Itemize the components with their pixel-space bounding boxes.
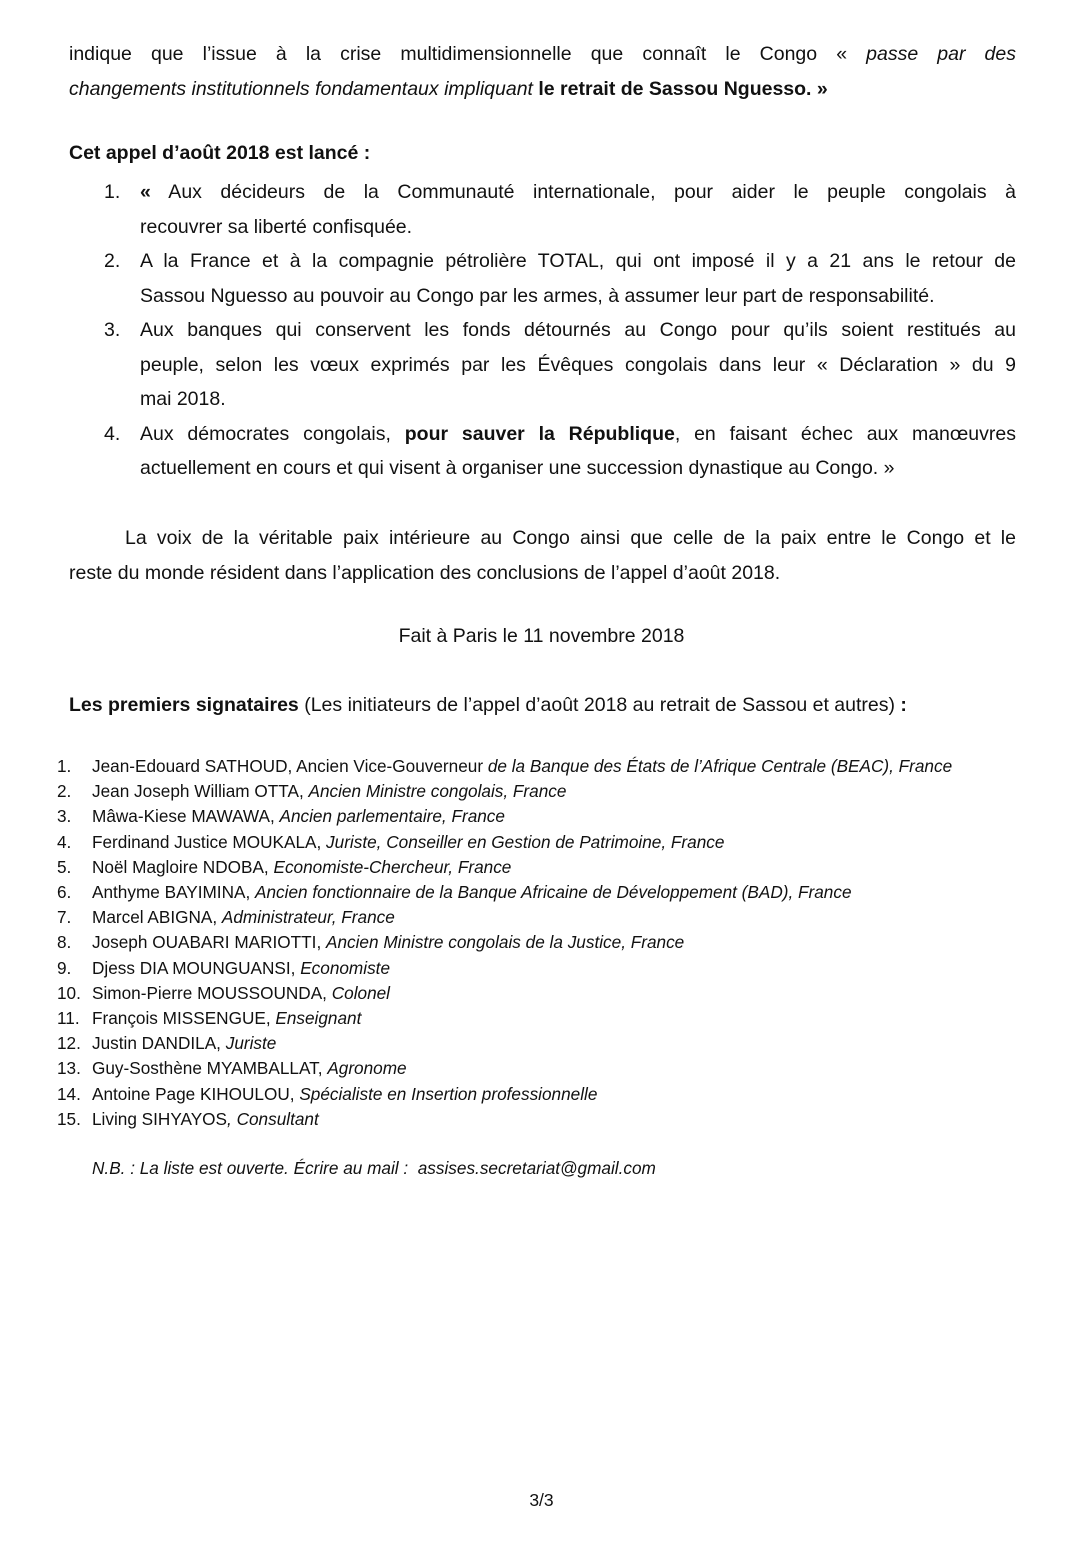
appeal-item-line: Sassou Nguesso au pouvoir au Congo par les armes, à assumer leur part de responsabilité. [140, 284, 935, 307]
intro-line-2 [69, 72, 1016, 107]
appeal-item-text: Aux décideurs de la Communauté internationale, pour aider le peuple congolais à [150, 181, 1016, 203]
intro-line-1 [69, 37, 1016, 72]
signatory-item [57, 905, 952, 930]
appeal-item-line [140, 175, 1016, 210]
signatory-title: Enseignant [275, 1008, 362, 1029]
list-number: 1. [57, 756, 72, 776]
intro-paragraph [69, 37, 1016, 107]
list-number: 15. [57, 1108, 81, 1129]
closing-line-2: reste du monde résident dans l’application des conclusions de l’appel d’août 2018. [69, 562, 781, 584]
list-number: 4. [57, 831, 72, 852]
signatory-title: Administrateur, France [221, 907, 395, 928]
signatory-title: Juriste, Conseiller en Gestion de Patrimoine, France [326, 831, 725, 852]
signatory-title: Spécialiste en Insertion professionnelle [299, 1083, 598, 1104]
signatory-name: Jean Joseph William OTTA, [92, 781, 309, 802]
signatories-heading-bold: Les premiers signataires [69, 694, 299, 716]
list-number: 5. [57, 856, 72, 877]
signatory-name: Mâwa-Kiese MAWAWA, [92, 806, 280, 827]
signatories-heading [69, 694, 907, 717]
intro-text: indique que l’issue à la crise multidimensionnelle que connaît le Congo « [69, 43, 867, 65]
list-number: 9. [57, 957, 72, 978]
signatory-name: Joseph OUABARI MARIOTTI, [92, 932, 326, 953]
signatory-name: Ferdinand Justice MOUKALA, [92, 831, 327, 852]
signatory-name: Anthyme BAYIMINA, [92, 882, 256, 903]
appeal-item-text: Aux démocrates congolais, [140, 422, 405, 445]
appeal-item-4 [104, 417, 1016, 486]
signatory-item [57, 830, 952, 855]
signatory-name: François MISSENGUE, [92, 1008, 276, 1029]
list-number: 10. [57, 982, 81, 1003]
signatory-item [57, 804, 952, 829]
signatory-item [57, 981, 952, 1006]
signatory-title: Agronome [327, 1058, 407, 1079]
signatory-item [57, 1107, 952, 1132]
signatory-item [57, 779, 952, 804]
signatory-title: de la Banque des États de l’Afrique Centrale (BEAC), France [487, 756, 953, 776]
list-number: 6. [57, 882, 72, 903]
appeal-item-text: , en faisant échec aux manœuvres [674, 422, 1016, 445]
appeal-item-line: peuple, selon les vœux exprimés par les Évêques congolais dans leur « Déclaration » du 9 [140, 353, 1016, 376]
signatory-item [57, 855, 952, 880]
signatory-title: Ancien Ministre congolais, France [308, 781, 567, 802]
appeal-item-line: A la France et à la compagnie pétrolière TOTAL, qui ont imposé il y a 21 ans le retour de [140, 250, 1016, 272]
intro-quote-bold: le retrait de Sassou Nguesso. » [538, 78, 828, 100]
signatory-name: Simon-Pierre MOUSSOUNDA, [92, 982, 332, 1003]
list-number: 4. [104, 422, 121, 445]
signatory-item [57, 956, 952, 981]
appeal-item-1 [104, 175, 1016, 244]
appeal-item-line: actuellement en cours et qui visent à organiser une succession dynastique au Congo. » [140, 457, 895, 479]
signatories-heading-colon: : [900, 694, 907, 716]
list-number: 12. [57, 1033, 81, 1054]
signatory-name: Noël Magloire NDOBA, [92, 856, 274, 877]
signatory-item [57, 1056, 952, 1081]
signatory-title: Ancien Ministre congolais de la Justice, France [326, 932, 685, 953]
signatories-heading-text: (Les initiateurs de l’appel d’août 2018 au retrait de Sassou et autres) [298, 694, 901, 716]
signatory-title: Economiste [300, 957, 391, 978]
appeal-item-2 [104, 244, 1016, 313]
closing-paragraph [69, 521, 1016, 591]
signatory-name: Justin DANDILA, [92, 1033, 226, 1054]
list-number: 7. [57, 907, 72, 928]
emphasis-bold: pour sauver la République [404, 422, 675, 445]
appeal-heading: Cet appel d’août 2018 est lancé : [69, 142, 371, 164]
signatory-item [57, 880, 952, 905]
signatory-item [57, 754, 952, 779]
list-number: 14. [57, 1083, 81, 1104]
list-number: 11. [57, 1008, 80, 1029]
appeal-item-line [140, 417, 1016, 452]
list-number: 13. [57, 1058, 81, 1079]
appeal-item-line: Aux banques qui conservent les fonds détournés au Congo pour qu’ils soient restitués au [140, 319, 1016, 341]
list-number: 2. [57, 781, 72, 802]
intro-quote-italic-2: changements institutionnels fondamentaux impliquant [69, 78, 539, 100]
signatory-name: Guy-Sosthène MYAMBALLAT, [92, 1058, 328, 1079]
signatory-title: Ancien parlementaire, France [279, 806, 505, 827]
list-number: 3. [57, 806, 72, 827]
page-number: 3/3 [529, 1490, 554, 1510]
contact-note: N.B. : La liste est ouverte. Écrire au mail : assises.secretariat@gmail.com [92, 1158, 656, 1178]
signatory-name: Living SIHYAYOS [92, 1108, 228, 1129]
signatory-item [57, 1082, 952, 1107]
signatory-name: Jean-Edouard SATHOUD, Ancien Vice-Gouverneur [92, 756, 488, 776]
intro-quote-italic: passe par des [866, 43, 1016, 65]
signatory-name: Marcel ABIGNA, [92, 907, 222, 928]
appeal-item-3 [104, 313, 1016, 417]
list-number: 3. [104, 319, 121, 341]
list-number: 2. [104, 250, 121, 272]
signatory-name: Djess DIA MOUNGUANSI, [92, 957, 301, 978]
signatory-title: Juriste [225, 1033, 277, 1054]
closing-line-1: La voix de la véritable paix intérieure au Congo ainsi que celle de la paix entre le Congo et le [125, 527, 1016, 549]
appeal-item-line: recouvrer sa liberté confisquée. [140, 215, 413, 238]
appeal-list [104, 175, 1016, 486]
signatory-item [57, 1031, 952, 1056]
signatory-title: , Consultant [227, 1108, 319, 1129]
signatory-name: Antoine Page KIHOULOU, [92, 1083, 300, 1104]
list-number: 8. [57, 932, 72, 953]
list-number: 1. [104, 181, 121, 203]
appeal-item-line: mai 2018. [140, 388, 226, 410]
place-date: Fait à Paris le 11 novembre 2018 [398, 625, 685, 647]
signatory-title: Economiste-Chercheur, France [273, 856, 512, 877]
signatories-list [57, 754, 952, 1132]
open-quote: « [140, 181, 151, 203]
signatory-title: Colonel [331, 982, 391, 1003]
signatory-item [57, 930, 952, 955]
signatory-title: Ancien fonctionnaire de la Banque Africaine de Développement (BAD), France [255, 882, 852, 903]
signatory-item [57, 1006, 952, 1031]
